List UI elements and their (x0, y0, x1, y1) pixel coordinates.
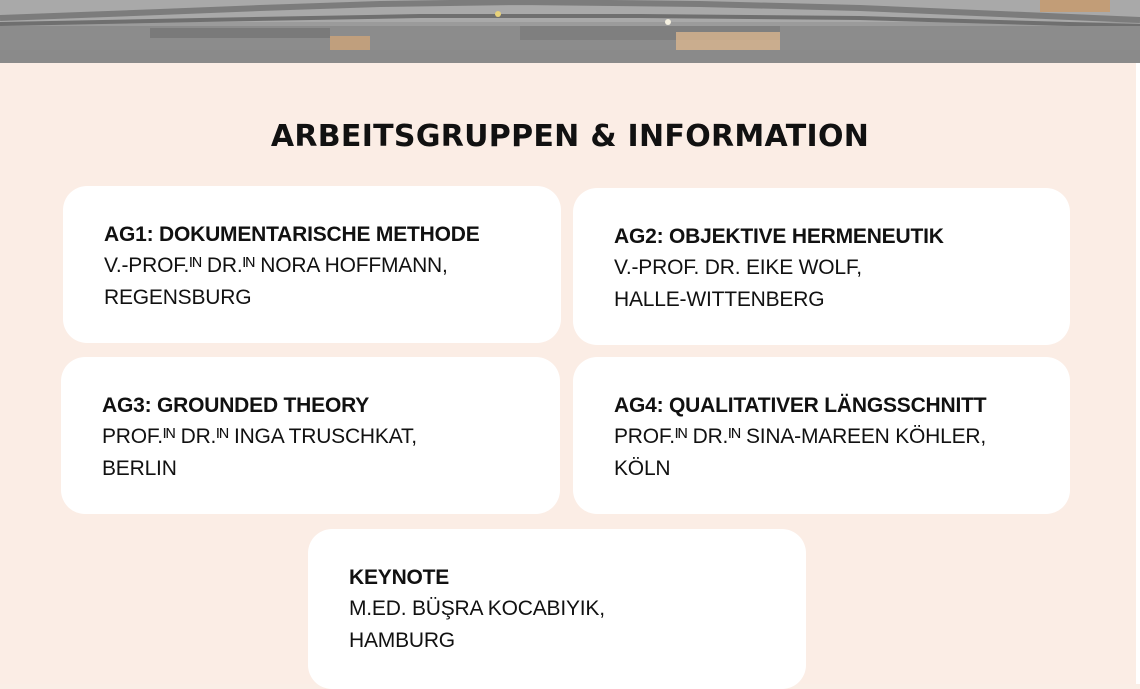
card-lead-line1: V.-PROF. DR. EIKE WOLF, (614, 256, 862, 279)
card-title: AG1: DOKUMENTARISCHE METHODE (104, 223, 480, 246)
card-title: AG4: QUALITATIVER LÄNGSSCHNITT (614, 394, 987, 417)
card-lead-line2: HAMBURG (349, 629, 455, 652)
card-lead-line2: REGENSBURG (104, 286, 252, 309)
working-group-card-ag1 (63, 186, 561, 343)
card-lead-line1: V.-PROF.ᴵᴺ DR.ᴵᴺ NORA HOFFMANN, (104, 254, 448, 277)
river-bridge-photo (0, 0, 1140, 63)
keynote-card (308, 529, 806, 689)
card-title: AG2: OBJEKTIVE HERMENEUTIK (614, 225, 944, 248)
working-group-card-ag4 (573, 357, 1070, 514)
card-lead-line2: KÖLN (614, 457, 671, 480)
card-title: KEYNOTE (349, 566, 450, 589)
card-lead-line2: HALLE-WITTENBERG (614, 288, 825, 311)
working-group-card-ag3 (61, 357, 560, 514)
card-lead-line2: BERLIN (102, 457, 177, 480)
card-lead-line1: PROF.ᴵᴺ DR.ᴵᴺ INGA TRUSCHKAT, (102, 425, 417, 448)
section-title: ARBEITSGRUPPEN & INFORMATION (270, 119, 870, 154)
card-title: AG3: GROUNDED THEORY (102, 394, 370, 417)
working-group-card-ag2 (573, 188, 1070, 345)
card-lead-line1: M.ED. BÜŞRA KOCABIYIK, (349, 597, 605, 620)
header-photo-banner (0, 0, 1140, 63)
card-lead-line1: PROF.ᴵᴺ DR.ᴵᴺ SINA-MAREEN KÖHLER, (614, 425, 987, 448)
